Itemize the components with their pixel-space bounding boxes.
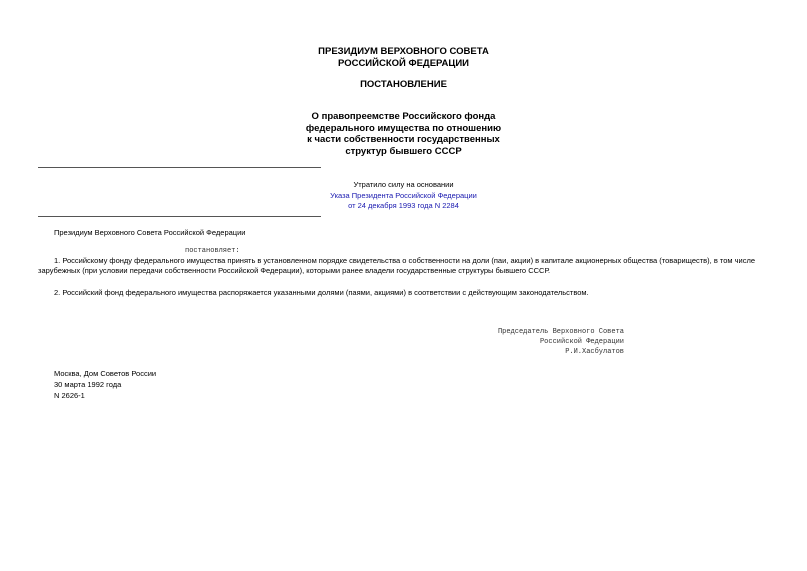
paragraph-1: 1. Российскому фонду федерального имущества принять в установленном порядке свидетельства о собственности на доли (паи, акции) в капитале акционерных общества (товариществ), в том числе зарубежных (при условии передачи собственности Российской Федерации), которыми ранее владели государственные структуры бывшего СССР. [38, 256, 756, 275]
signature-block [498, 327, 624, 357]
divider-bottom [38, 216, 321, 217]
place: Москва, Дом Советов России [54, 369, 157, 378]
document-type: ПОСТАНОВЛЕНИЕ [360, 79, 447, 90]
decree-link-line1[interactable]: Указа Президента Российской Федерации [330, 190, 477, 200]
document-title [0, 111, 807, 157]
paragraph-2: 2. Российский фонд федерального имущества распоряжается указанными долями (паями, акциями) в соответствии с действующим законодательством. [54, 288, 589, 297]
issuing-body-line2: РОССИЙСКОЙ ФЕДЕРАЦИИ [337, 57, 469, 69]
document-number: N 2626-1 [54, 391, 85, 400]
title-line: к части собственности государственных [307, 134, 500, 145]
issuing-body [0, 46, 807, 69]
title-line: О правопреемстве Российского фонда [311, 111, 496, 122]
signature-line2: Российской Федерации [539, 338, 624, 346]
decides-word: постановляет: [185, 247, 240, 255]
signature-line1: Председатель Верховного Совета [497, 328, 624, 336]
place-date-block [54, 368, 156, 401]
decree-link-line2[interactable]: от 24 декабря 1993 года N 2284 [348, 201, 459, 210]
date: 30 марта 1992 года [54, 380, 122, 389]
intro-paragraph: Президиум Верховного Совета Российской Федерации [54, 228, 246, 237]
issuing-body-line1: ПРЕЗИДИУМ ВЕРХОВНОГО СОВЕТА [318, 46, 489, 57]
status-note [0, 180, 807, 212]
divider-top [38, 167, 321, 168]
signature-name: Р.И.Хасбулатов [565, 348, 624, 356]
status-text: Утратило силу на основании [353, 180, 454, 189]
title-line: структур бывшего СССР [345, 145, 462, 157]
title-line: федерального имущества по отношению [305, 122, 502, 134]
